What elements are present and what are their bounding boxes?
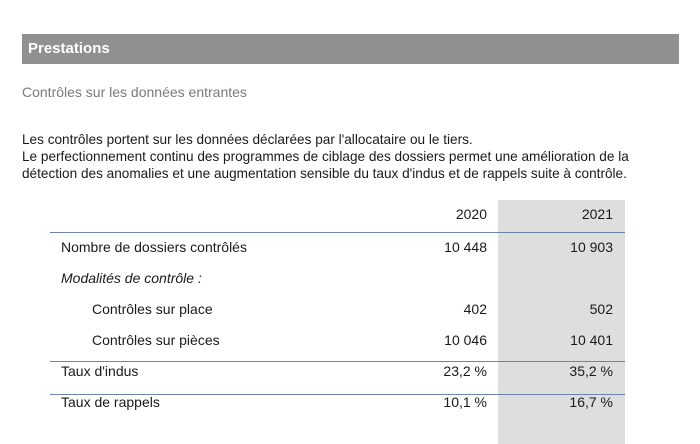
cell-2021: 10 401 xyxy=(570,332,613,348)
controls-table xyxy=(50,200,625,418)
intro-text xyxy=(22,131,692,182)
row-label: Contrôles sur place xyxy=(92,301,213,317)
column-header-2020: 2020 xyxy=(455,206,487,222)
table-row xyxy=(50,356,625,387)
row-label: Taux de rappels xyxy=(61,394,160,410)
table-header-row xyxy=(50,200,625,232)
intro-line: Le perfectionnement continu des programmes de ciblage des dossiers permet une amélioration de la xyxy=(22,149,629,164)
table-row xyxy=(50,325,625,356)
cell-2020: 23,2 % xyxy=(443,363,487,379)
intro-line: détection des anomalies et une augmentation sensible du taux d'indus et de rappels suite à contrôle. xyxy=(22,166,627,181)
section-subtitle: Contrôles sur les données entrantes xyxy=(22,84,247,100)
cell-2021: 35,2 % xyxy=(569,363,613,379)
table-row xyxy=(50,294,625,325)
row-label: Taux d'indus xyxy=(61,363,139,379)
cell-2020: 10 448 xyxy=(444,239,487,255)
table-row xyxy=(50,387,625,418)
row-label: Contrôles sur pièces xyxy=(92,332,220,348)
cell-2021: 16,7 % xyxy=(569,394,613,410)
cell-2020: 10 046 xyxy=(444,332,487,348)
section-title: Prestations xyxy=(22,34,679,64)
row-label: Modalités de contrôle : xyxy=(61,270,202,286)
table-row xyxy=(50,263,625,294)
intro-line: Les contrôles portent sur les données déclarées par l'allocataire ou le tiers. xyxy=(22,132,473,147)
cell-2021: 502 xyxy=(589,301,613,317)
cell-2020: 10,1 % xyxy=(443,394,487,410)
cell-2020: 402 xyxy=(463,301,487,317)
cell-2021: 10 903 xyxy=(570,239,613,255)
column-header-2021: 2021 xyxy=(581,206,613,222)
table-row xyxy=(50,232,625,263)
row-label: Nombre de dossiers contrôlés xyxy=(61,239,247,255)
